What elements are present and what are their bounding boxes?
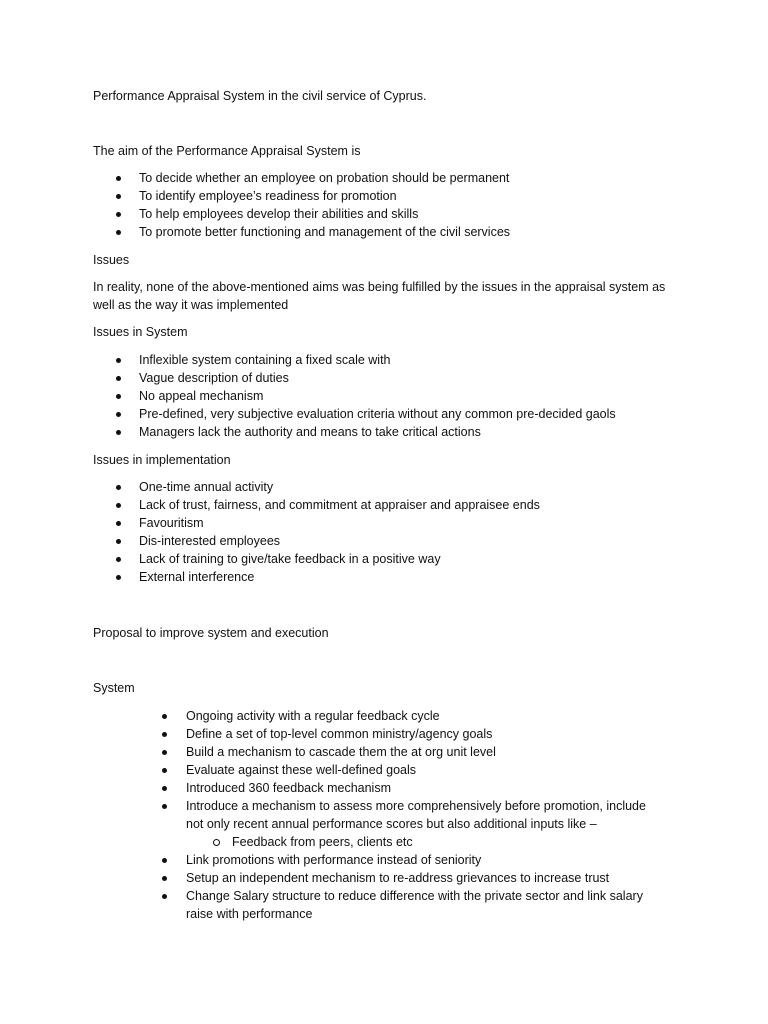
bullet-icon [116, 212, 121, 217]
list-item [116, 205, 510, 223]
list-item [116, 514, 540, 532]
list-item-text: Inflexible system containing a fixed scale with [139, 353, 391, 367]
bullet-icon [162, 858, 167, 863]
list-item [116, 369, 616, 387]
list-item-text: External interference [139, 570, 255, 584]
list-item-text: Ongoing activity with a regular feedback cycle [186, 709, 440, 723]
list-item [116, 187, 510, 205]
list-item [162, 869, 666, 887]
list-item-text: To promote better functioning and management of the civil services [139, 225, 511, 239]
issues-impl-heading: Issues in implementation [93, 453, 231, 467]
list-item [162, 779, 666, 797]
bullet-icon [116, 394, 121, 399]
issues-paragraph: In reality, none of the above-mentioned aims was being fulfilled by the issues in the appraisal system as well as the way it was implemented [93, 280, 666, 312]
list-item [116, 496, 540, 514]
bullet-icon [116, 485, 121, 490]
bullet-icon [162, 768, 167, 773]
list-item [162, 707, 666, 725]
list-item-text: Introduce a mechanism to assess more comprehensively before promotion, include not only recent annual performance scores but also additional inputs like – [186, 799, 646, 831]
list-item [116, 387, 616, 405]
list-item-text: No appeal mechanism [139, 389, 264, 403]
issues-heading: Issues [93, 253, 130, 267]
bullet-icon [116, 521, 121, 526]
list-item-text: Build a mechanism to cascade them the at org unit level [186, 745, 496, 759]
list-item [116, 423, 616, 441]
bullet-icon [116, 503, 121, 508]
bullet-icon [162, 750, 167, 755]
system-list [162, 707, 666, 923]
system-heading: System [93, 681, 135, 695]
list-item [116, 532, 540, 550]
bullet-icon [116, 557, 121, 562]
list-item [116, 169, 510, 187]
list-item [116, 568, 540, 586]
list-item [116, 405, 616, 423]
list-item [162, 761, 666, 779]
list-item-text: Lack of trust, fairness, and commitment at appraiser and appraisee ends [139, 498, 540, 512]
aim-heading: The aim of the Performance Appraisal System is [93, 144, 361, 158]
bullet-icon [116, 376, 121, 381]
list-item-text: Define a set of top-level common ministry/agency goals [186, 727, 493, 741]
list-item-text: To decide whether an employee on probation should be permanent [139, 171, 510, 185]
list-item [162, 887, 666, 923]
issues-system-list [116, 351, 616, 441]
bullet-icon [116, 575, 121, 580]
list-item-text: Vague description of duties [139, 371, 289, 385]
list-item-text: Evaluate against these well-defined goals [186, 763, 417, 777]
list-item [116, 478, 540, 496]
list-item-text: One-time annual activity [139, 480, 274, 494]
list-item-text: Dis-interested employees [139, 534, 281, 548]
bullet-icon [116, 230, 121, 235]
list-item-text: Favouritism [139, 516, 204, 530]
list-item [162, 725, 666, 743]
list-item-text: Managers lack the authority and means to take critical actions [139, 425, 481, 439]
circle-bullet-icon [213, 839, 220, 846]
issues-system-heading: Issues in System [93, 325, 188, 339]
bullet-icon [162, 714, 167, 719]
bullet-icon [116, 430, 121, 435]
list-item-text: Feedback from peers, clients etc [232, 835, 413, 849]
bullet-icon [162, 786, 167, 791]
list-item [116, 223, 510, 241]
sub-list-item [162, 833, 666, 851]
list-item-text: Change Salary structure to reduce difference with the private sector and link salary raise with performance [186, 889, 643, 921]
list-item [162, 743, 666, 761]
bullet-icon [162, 894, 167, 899]
bullet-icon [162, 804, 167, 809]
list-item-text: To identify employee’s readiness for promotion [139, 189, 397, 203]
bullet-icon [162, 732, 167, 737]
list-item [116, 550, 540, 568]
list-item [116, 351, 616, 369]
list-item-text: Pre-defined, very subjective evaluation criteria without any common pre-decided gaols [139, 407, 616, 421]
list-item-text: Introduced 360 feedback mechanism [186, 781, 391, 795]
bullet-icon [116, 412, 121, 417]
document-title: Performance Appraisal System in the civil service of Cyprus. [93, 89, 427, 103]
list-item-text: Link promotions with performance instead of seniority [186, 853, 482, 867]
list-item-text: Lack of training to give/take feedback in a positive way [139, 552, 441, 566]
list-item [162, 797, 666, 833]
list-item [162, 851, 666, 869]
bullet-icon [162, 876, 167, 881]
issues-impl-list [116, 478, 540, 586]
list-item-text: To help employees develop their abilities and skills [139, 207, 419, 221]
bullet-icon [116, 176, 121, 181]
list-item-text: Setup an independent mechanism to re-address grievances to increase trust [186, 871, 610, 885]
aims-list [116, 169, 510, 241]
bullet-icon [116, 539, 121, 544]
bullet-icon [116, 358, 121, 363]
proposal-heading: Proposal to improve system and execution [93, 626, 329, 640]
bullet-icon [116, 194, 121, 199]
